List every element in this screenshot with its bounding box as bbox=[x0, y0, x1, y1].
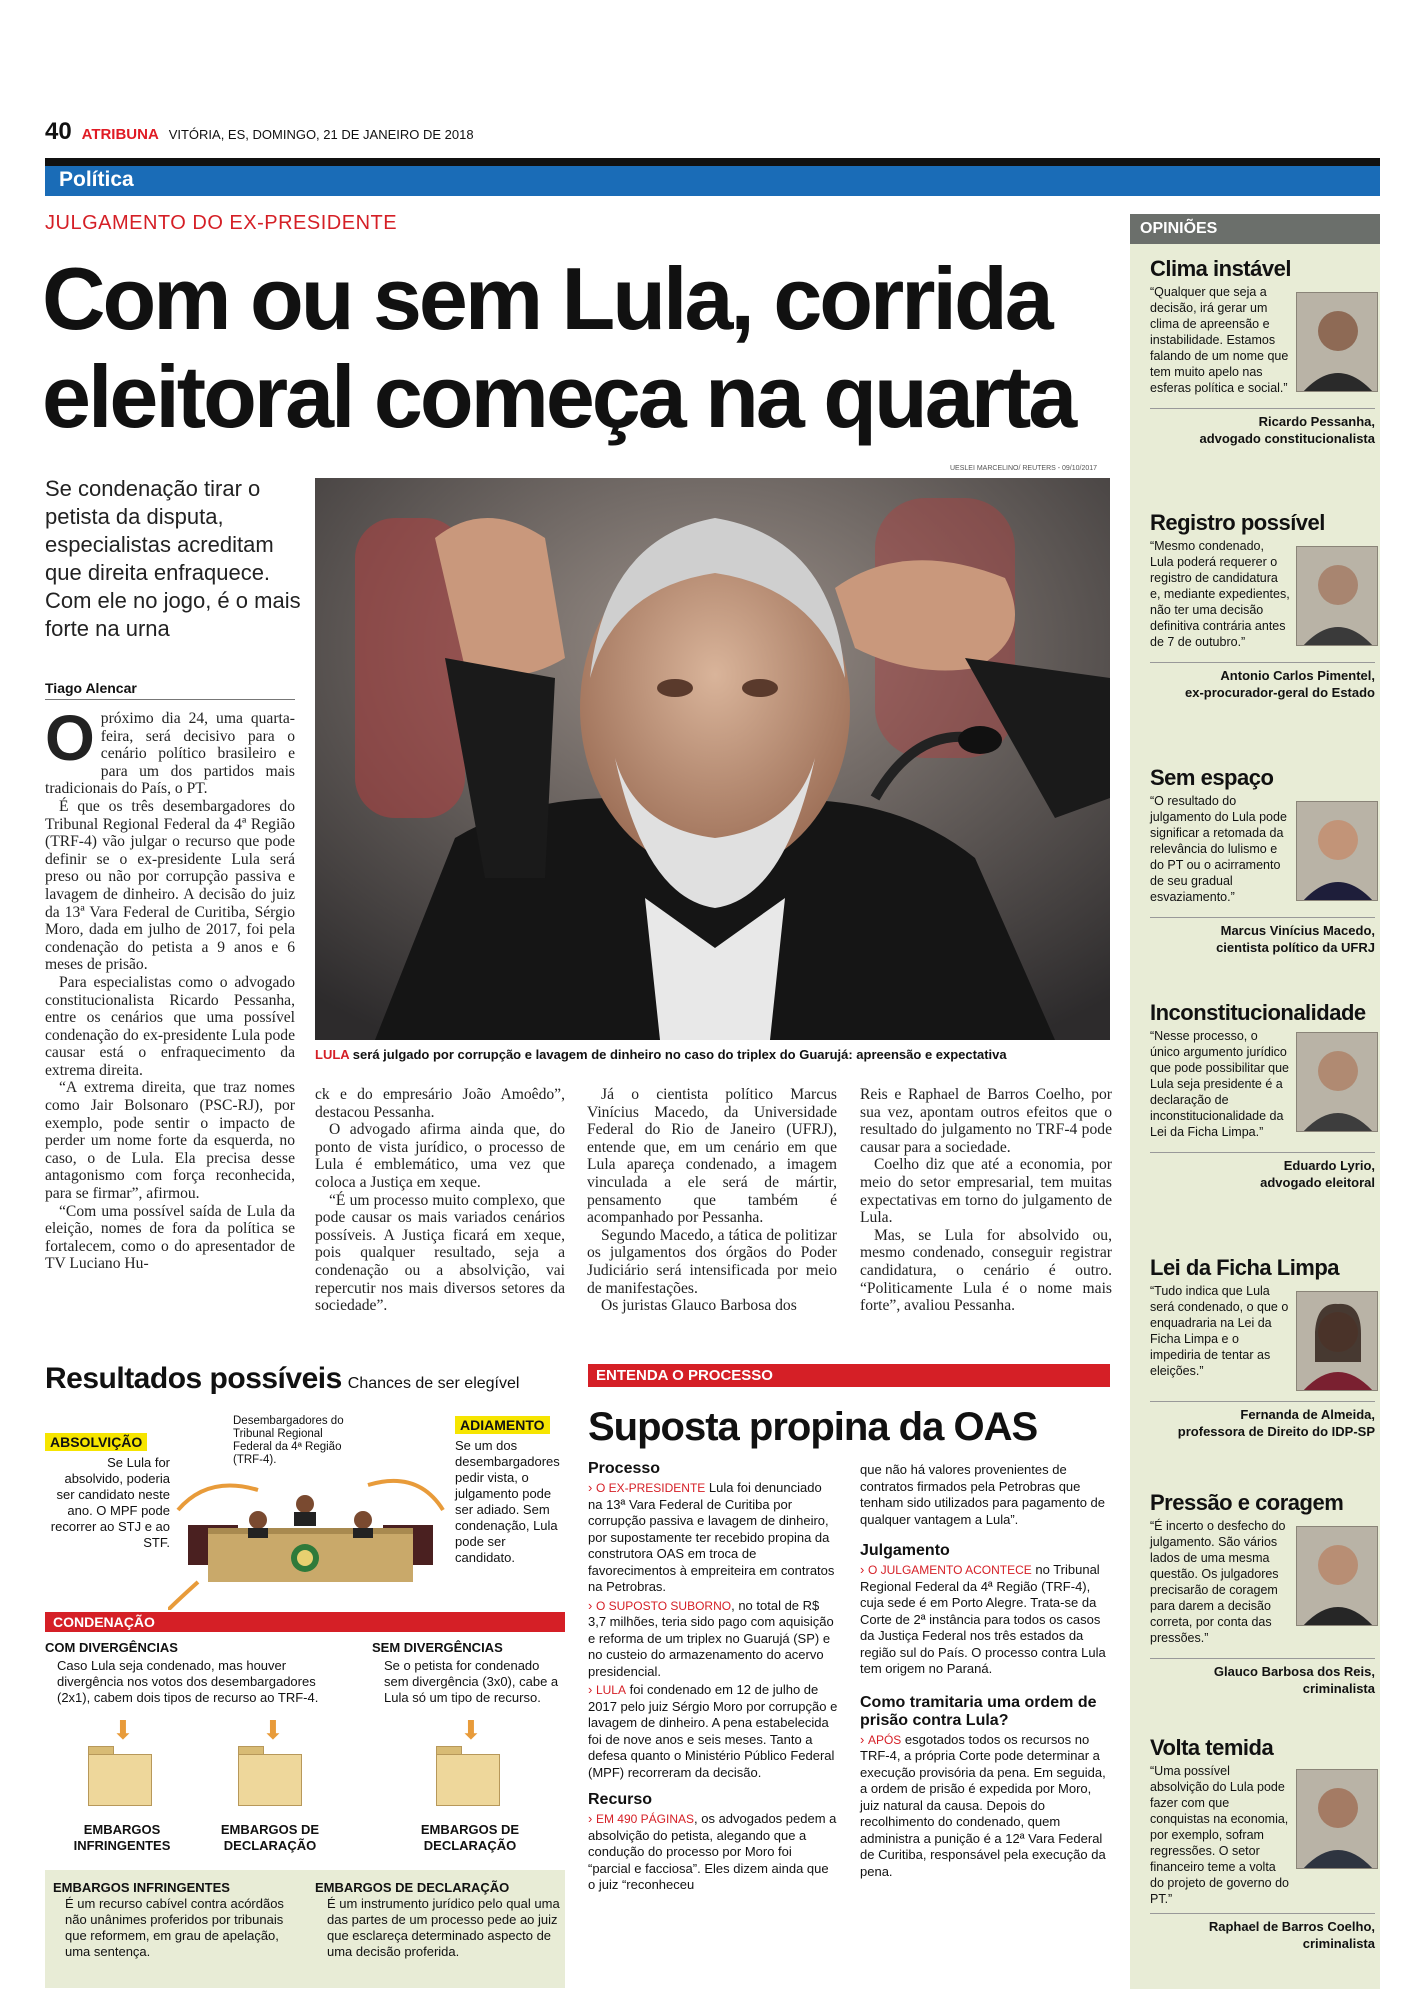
bullet-item: › O EX-PRESIDENTE Lula foi denunciado na 13ª Vara Federal de Curitiba por corrupção passiva e lavagem de dinheiro, por supostamente ter recebido propina da construtora OAS em troca de favorecimentos à empreiteira em contratos na Petrobras. bbox=[588, 1480, 835, 1594]
tribunal-icon bbox=[168, 1470, 453, 1610]
article-paragraph: Coelho diz que até a economia, por meio do setor empresarial, tem muitas expectativas em torno do julgamento de Lula. bbox=[860, 1156, 1112, 1227]
process-title: Suposta propina da OAS bbox=[588, 1405, 1038, 1449]
adiamento-box bbox=[455, 1415, 565, 1566]
absolvicao-box bbox=[45, 1432, 170, 1551]
folder-icon bbox=[88, 1746, 152, 1806]
article-col-3 bbox=[587, 1086, 837, 1315]
processo-heading: Processo bbox=[588, 1460, 661, 1477]
opinion-quote: “Uma possível absolvição do Lula pode fazer com que conquistas na economia, por exemplo, sofram regressões. O setor financeiro teme a volta do projeto de governo do PT.” bbox=[1150, 1764, 1289, 1906]
opinion-quote: “Qualquer que seja a decisão, irá gerar um clima de apreensão e instabilidade. Estamos falando de um nome que tem muito apelo nas esferas política e social.” bbox=[1150, 285, 1289, 395]
portrait-icon bbox=[1297, 1033, 1378, 1132]
opinion-author: Marcus Vinícius Macedo, cientista político da UFRJ bbox=[1150, 917, 1375, 956]
portrait-icon bbox=[1297, 293, 1378, 392]
article-paragraph: O advogado afirma ainda que, do ponto de vista jurídico, o processo de Lula é emblemático, uma vez que coloca a Justiça em xeque. bbox=[315, 1121, 565, 1191]
folder-label: EMBARGOS DE DECLARAÇÃO bbox=[220, 1822, 320, 1853]
opinion-item bbox=[1150, 1490, 1375, 1697]
photo-caption bbox=[315, 1047, 1115, 1062]
opinion-title: Volta temida bbox=[1150, 1735, 1274, 1760]
caption-text: será julgado por corrupção e lavagem de dinheiro no caso do triplex do Guarujá: apreensão e expectativa bbox=[349, 1047, 1007, 1062]
article-paragraph: Para especialistas como o advogado constitucionalista Ricardo Pessanha, entre os cenários que uma possível condenação do ex-presidente Lula pode causar está o enfraquecimento da extrema direita. bbox=[45, 973, 295, 1079]
portrait-icon bbox=[1297, 1527, 1378, 1626]
folder-icon bbox=[238, 1746, 302, 1806]
adiamento-text: Se um dos desembargadores pedir vista, o julgamento pode ser adiado. Sem condenação, Lula pode ser candidato. bbox=[455, 1438, 560, 1565]
sem-divergencias bbox=[372, 1640, 567, 1706]
section-label: Política bbox=[59, 168, 134, 191]
page-header bbox=[45, 118, 474, 146]
bullet-item: › LULA foi condenado em 12 de julho de 2017 pelo juiz Sérgio Moro por corrupção e lavagem de dinheiro. A pena estabelecida foi de nove anos e seis meses. Tanto a defesa quanto o Ministério Público Federal (MPF) recorreram da decisão. bbox=[588, 1682, 838, 1780]
adiamento-tag: ADIAMENTO bbox=[455, 1416, 550, 1434]
avatar bbox=[1296, 1526, 1378, 1626]
bullet-item: › O SUPOSTO SUBORNO, no total de R$ 3,7 milhões, teria sido pago com aquisição e reforma de um triplex no Guarujá (SP) e no custeio do armazenamento do acervo presidencial. bbox=[588, 1597, 834, 1679]
opinion-title: Inconstitucionalidade bbox=[1150, 1000, 1366, 1025]
glossary-item: EMBARGOS DE DECLARAÇÃO É um instrumento jurídico pelo qual uma das partes de um processo pede ao juiz que esclareça determinado aspecto de uma decisão proferida. bbox=[315, 1880, 560, 1959]
opinion-item bbox=[1150, 765, 1375, 956]
absolvicao-tag: ABSOLVIÇÃO bbox=[45, 1433, 147, 1451]
court-illustration bbox=[168, 1470, 453, 1610]
article-paragraph: “A extrema direita, que traz nomes como Jair Bolsonaro (PSC-RJ), por exemplo, pode sentir o impacto de perder um nome forte da esquerda, no caso, o de Lula. Ela precisa desse antagonismo com força reconhecida, para se firmar”, afirmou. bbox=[45, 1079, 295, 1203]
sem-divergencias-title: SEM DIVERGÊNCIAS bbox=[372, 1640, 503, 1655]
opinion-item bbox=[1150, 1735, 1375, 1952]
portrait-icon bbox=[1297, 802, 1378, 901]
avatar bbox=[1296, 1032, 1378, 1132]
article-paragraph: ck e do empresário João Amoêdo”, destacou Pessanha. bbox=[315, 1086, 565, 1121]
opinion-quote: “É incerto o desfecho do julgamento. São vários lados de uma mesma questão. Os julgadores precisarão de coragem para darem a decisão correta, por conta das pressões.” bbox=[1150, 1519, 1286, 1645]
avatar bbox=[1296, 1291, 1378, 1391]
avatar bbox=[1296, 801, 1378, 901]
opinion-title: Clima instável bbox=[1150, 256, 1291, 281]
bullet-item: › APÓS esgotados todos os recursos no TRF-4, a própria Corte pode determinar a execução provisória da pena. Em seguida, a ordem de prisão é expedida por Moro, juiz natural da causa. Depois do recolhimento do condenado, quem administra a punição é a 12ª Vara Federal de Curitiba, responsável pela execução da pena. bbox=[860, 1731, 1106, 1879]
court-label: Desembargadores do Tribunal Regional Federal da 4ª Região (TRF-4). bbox=[233, 1415, 344, 1466]
opinion-author: Ricardo Pessanha, advogado constitucionalista bbox=[1150, 408, 1375, 447]
arrow-down-icon: ⬇ bbox=[262, 1716, 284, 1746]
opinion-author: Glauco Barbosa dos Reis, criminalista bbox=[1150, 1658, 1375, 1697]
byline: Tiago Alencar bbox=[45, 680, 295, 700]
absolvicao-text: Se Lula for absolvido, poderia ser candidato neste ano. O MPF pode recorrer ao STJ e ao STF. bbox=[50, 1455, 170, 1550]
ordem-heading: Como tramitaria uma ordem de prisão contra Lula? bbox=[860, 1693, 1097, 1729]
article-paragraph: Reis e Raphael de Barros Coelho, por sua vez, apontam outros efeitos que o resultado do julgamento no TRF-4 pode causar para a sociedade. bbox=[860, 1086, 1112, 1156]
opinion-item bbox=[1150, 1000, 1375, 1191]
opinion-quote: “O resultado do julgamento do Lula pode significar a retomada da relevância do lulismo e do PT ou o acirramento de seu gradual esvaziamento.” bbox=[1150, 794, 1287, 904]
opinions-heading: OPINIÕES bbox=[1130, 214, 1380, 244]
opinion-quote: “Mesmo condenado, Lula poderá requerer o registro de candidatura e, mediante expedientes, não ter uma decisão definitiva contrária antes de 7 de outubro.” bbox=[1150, 539, 1290, 649]
opinion-author: Eduardo Lyrio, advogado eleitoral bbox=[1150, 1152, 1375, 1191]
com-divergencias bbox=[45, 1640, 345, 1706]
opinion-author: Fernanda de Almeida, professora de Direito do IDP-SP bbox=[1150, 1401, 1375, 1440]
deck: Se condenação tirar o petista da disputa, especialistas acreditam que direita enfraquece. Com ele no jogo, é o mais forte na urna bbox=[45, 476, 301, 641]
photo-illustration bbox=[315, 478, 1110, 1040]
continued-text: que não há valores provenientes de contratos firmados pela Petrobras que tenham sido utilizados para pagamento de qualquer vantagem a Lula”. bbox=[860, 1462, 1105, 1527]
caption-lead: LULA bbox=[315, 1047, 350, 1062]
glossary-item: EMBARGOS INFRINGENTES É um recurso cabível contra acórdãos não unânimes proferidos por tribunais que reformem, em grau de apelação, uma sentença. bbox=[53, 1880, 284, 1959]
process-bar: ENTENDA O PROCESSO bbox=[588, 1364, 1110, 1387]
article-paragraph: Os juristas Glauco Barbosa dos bbox=[601, 1297, 797, 1315]
article-paragraph: Segundo Macedo, a tática de politizar os julgamentos dos órgãos do Poder Judiciário será intensificada por meio de manifestações. bbox=[587, 1226, 837, 1297]
opinion-item bbox=[1150, 510, 1375, 701]
article-col-2 bbox=[315, 1086, 565, 1315]
opinion-author: Raphael de Barros Coelho, criminalista bbox=[1150, 1913, 1375, 1952]
bullet-item: › EM 490 PÁGINAS, os advogados pedem a absolvição do petista, alegando que a condução do processo por Moro foi “parcial e facciosa”. Eles dizem ainda que o juiz “reconheceu bbox=[588, 1811, 837, 1892]
article-paragraph: “Com uma possível saída de Lula da eleição, nomes de fora da política se fortalecem, como o do apresentador de TV Luciano Hu- bbox=[45, 1202, 295, 1273]
portrait-icon bbox=[1297, 1770, 1378, 1869]
article-paragraph: Opróximo dia 24, uma quarta-feira, será decisivo para o cenário político brasileiro e para um dos partidos mais tradicionais do País, o PT. bbox=[45, 702, 295, 798]
avatar bbox=[1296, 546, 1378, 646]
results-title: Resultados possíveis Chances de ser elegível bbox=[45, 1362, 520, 1395]
sem-divergencias-text: Se o petista for condenado sem divergência (3x0), cabe a Lula só um tipo de recurso. bbox=[384, 1658, 559, 1705]
arrow-down-icon: ⬇ bbox=[112, 1716, 134, 1746]
opinion-author: Antonio Carlos Pimentel, ex-procurador-geral do Estado bbox=[1150, 662, 1375, 701]
com-divergencias-title: COM DIVERGÊNCIAS bbox=[45, 1640, 178, 1655]
dropcap: O bbox=[45, 702, 95, 774]
bullet-item: › O JULGAMENTO ACONTECE no Tribunal Regional Federal da 4ª Região (TRF-4), cuja sede é em Porto Alegre. Trata-se da Corte de 2ª instância para todos os casos da Justiça Federal nos três estados da região sul do País. O processo contra Lula tem origem no Paraná. bbox=[860, 1562, 1106, 1676]
opinion-quote: “Nesse processo, o único argumento jurídico que pode possibilitar que Lula seja presidente é a declaração de inconstitucionalidade da Lei da Ficha Limpa.” bbox=[1150, 1029, 1289, 1139]
opinion-item bbox=[1150, 256, 1375, 447]
portrait-icon bbox=[1297, 1292, 1378, 1391]
opinion-quote: “Tudo indica que Lula será condenado, o que o enquadraria na Lei da Ficha Limpa e o impediria de tentar as eleições.” bbox=[1150, 1284, 1289, 1378]
lula-photo bbox=[315, 478, 1110, 1040]
process-col-2 bbox=[860, 1462, 1112, 1880]
recurso-heading: Recurso bbox=[588, 1791, 653, 1808]
article-paragraph: É que os três desembargadores do Tribunal Regional Federal da 4ª Região (TRF-4) vão julgar o recurso que pode definir se o ex-presidente Lula será preso ou não por corrupção passiva e lavagem de dinheiro. A decisão do juiz da 13ª Vara Federal de Curitiba, Sérgio Moro, dada em julho de 2017, foi pela condenação do petista a 9 anos e 6 meses de prisão. bbox=[45, 797, 295, 974]
page-number: 40 bbox=[45, 118, 72, 145]
photo-credit: UESLEI MARCELINO/ REUTERS - 09/10/2017 bbox=[950, 465, 1098, 472]
folder-label: EMBARGOS DE DECLARAÇÃO bbox=[420, 1822, 520, 1853]
brand-logo: ATRIBUNA bbox=[81, 126, 159, 143]
folder-icon bbox=[436, 1746, 500, 1806]
portrait-icon bbox=[1297, 547, 1378, 646]
article-paragraph: Já o cientista político Marcus Vinícius Macedo, da Universidade Federal do Rio de Janeiro (UFRJ), entende que, em um cenário em que Lula apareça condenado, a imagem vinculada a ele será de mártir, pensamento que também é acompanhado por Pessanha. bbox=[587, 1086, 837, 1227]
opinion-title: Sem espaço bbox=[1150, 765, 1274, 790]
folder-label: EMBARGOS INFRINGENTES bbox=[73, 1822, 171, 1853]
arrow-down-icon: ⬇ bbox=[460, 1716, 482, 1746]
headline: Com ou sem Lula, corrida eleitoral começa na quarta bbox=[42, 249, 1075, 446]
avatar bbox=[1296, 1769, 1378, 1869]
article-col-4 bbox=[860, 1086, 1112, 1315]
results-subtitle: Chances de ser elegível bbox=[347, 1375, 520, 1392]
opinion-title: Lei da Ficha Limpa bbox=[1150, 1255, 1340, 1280]
condenacao-bar: CONDENAÇÃO bbox=[45, 1612, 565, 1632]
opinion-title: Registro possível bbox=[1150, 510, 1325, 535]
opinion-title: Pressão e coragem bbox=[1150, 1490, 1344, 1515]
section-bar bbox=[45, 166, 1380, 196]
com-divergencias-text: Caso Lula seja condenado, mas houver divergência nos votos dos desembargadores (2x1), cabem dois tipos de recurso ao TRF-4. bbox=[57, 1658, 319, 1705]
avatar bbox=[1296, 292, 1378, 392]
article-paragraph: “É um processo muito complexo, que pode causar os mais variados cenários possíveis. A Justiça ficará em xeque, pois qualquer resultado, seja a condenação ou a absolvição, vai repercutir nos mais diversos setores da sociedade”. bbox=[315, 1191, 565, 1315]
opinion-item bbox=[1150, 1255, 1375, 1440]
article-paragraph: Mas, se Lula for absolvido ou, mesmo condenado, conseguir registrar candidatura, o cenário é outro. “Politicamente Lula é o nome mais forte”, avaliou Pessanha. bbox=[860, 1226, 1112, 1315]
article-col-1 bbox=[45, 702, 295, 1273]
process-col-1 bbox=[588, 1460, 838, 1894]
dateline: VITÓRIA, ES, DOMINGO, 21 DE JANEIRO DE 2018 bbox=[168, 127, 474, 142]
kicker: JULGAMENTO DO EX-PRESIDENTE bbox=[45, 212, 398, 234]
julgamento-heading: Julgamento bbox=[860, 1542, 950, 1559]
